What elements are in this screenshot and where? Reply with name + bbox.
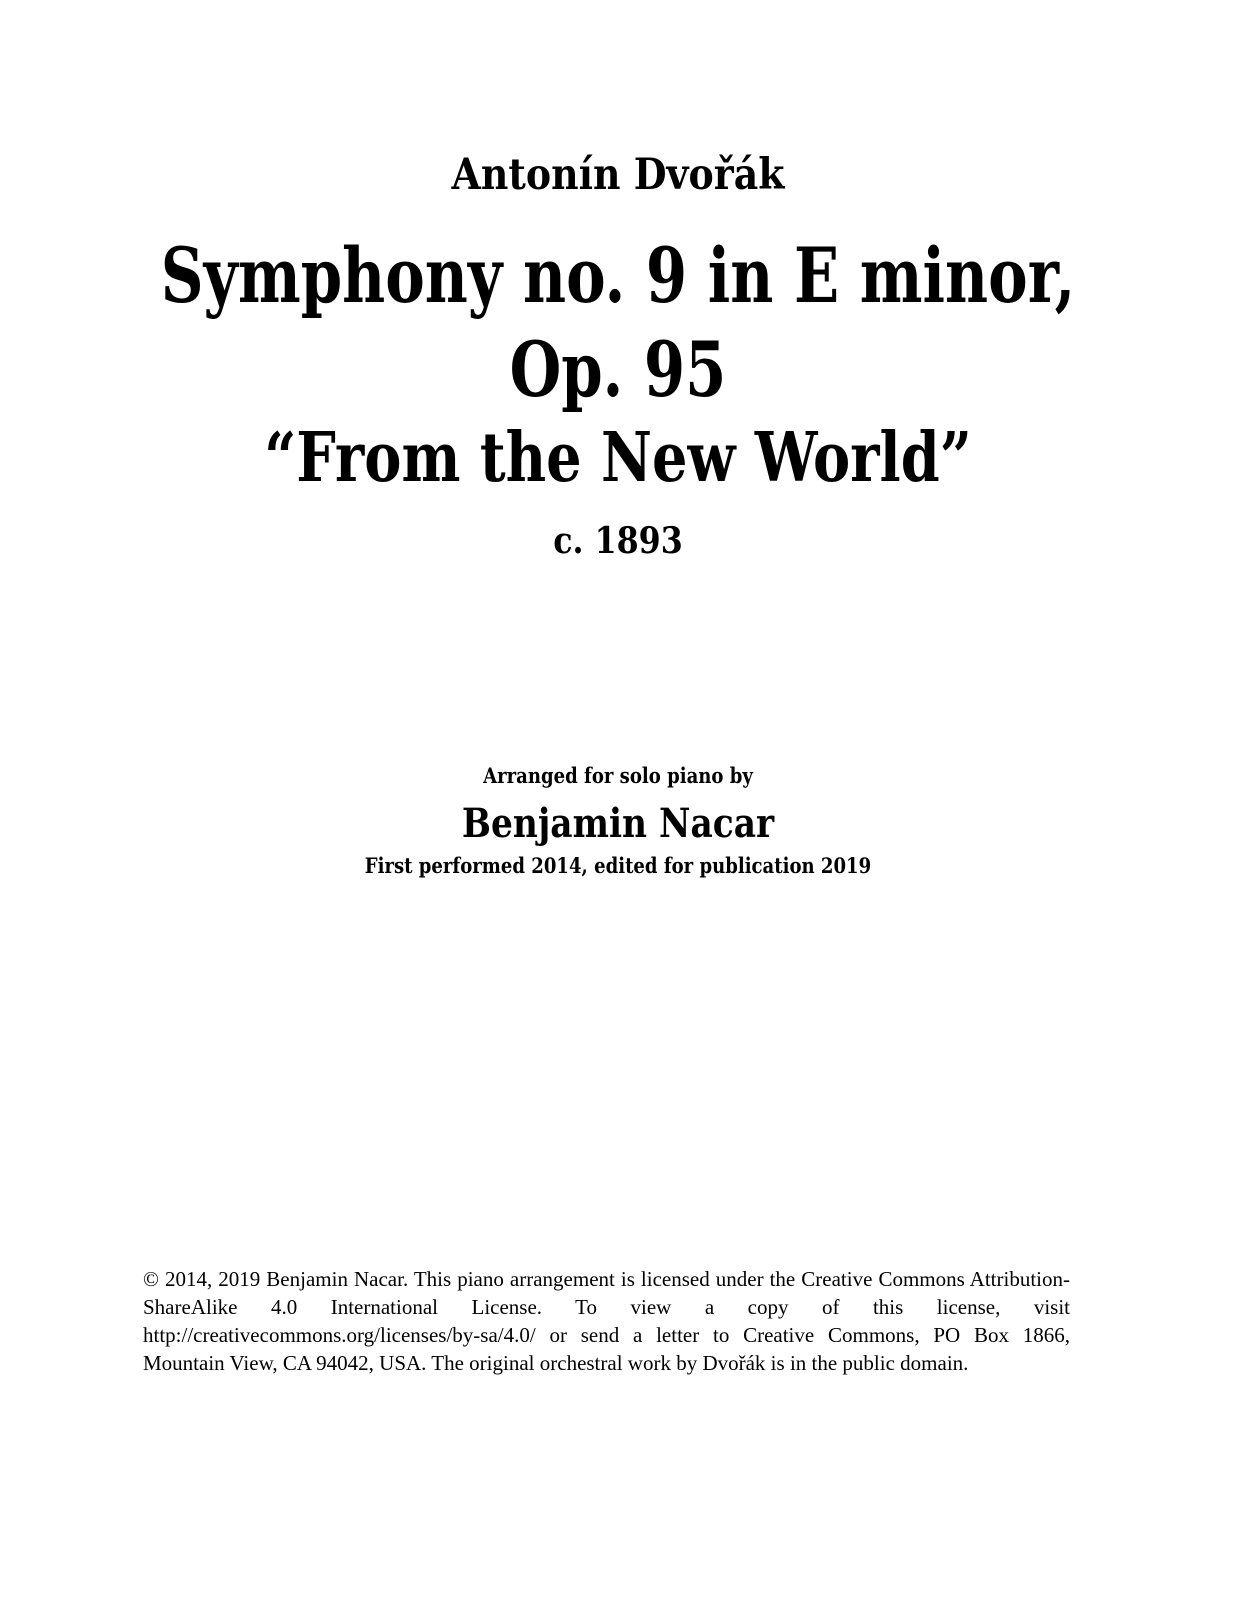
composer-name: Antonín Dvořák xyxy=(451,150,785,200)
license-notice: © 2014, 2019 Benjamin Nacar. This piano arrangement is licensed under the Creative Commons Attribution-ShareAlike 4.0 International License. To view a copy of this license, visit http://creativecommons.org/licenses/by-sa/4.0/ or send a letter to Creative Commons, PO Box 1866, Mountain View, CA 94042, USA. The original orchestral work by Dvořák is in the public domain. xyxy=(143,1267,1070,1375)
work-subtitle: “From the New World” xyxy=(264,418,972,498)
arranger-name: Benjamin Nacar xyxy=(461,800,775,847)
arranged-by-label: Arranged for solo piano by xyxy=(483,763,753,788)
performance-note: First performed 2014, edited for publication 2019 xyxy=(364,853,872,878)
work-title-line-2: Op. 95 xyxy=(509,325,727,414)
composition-date: c. 1893 xyxy=(553,520,683,562)
work-title-line-1: Symphony no. 9 in E minor, xyxy=(160,231,1076,320)
